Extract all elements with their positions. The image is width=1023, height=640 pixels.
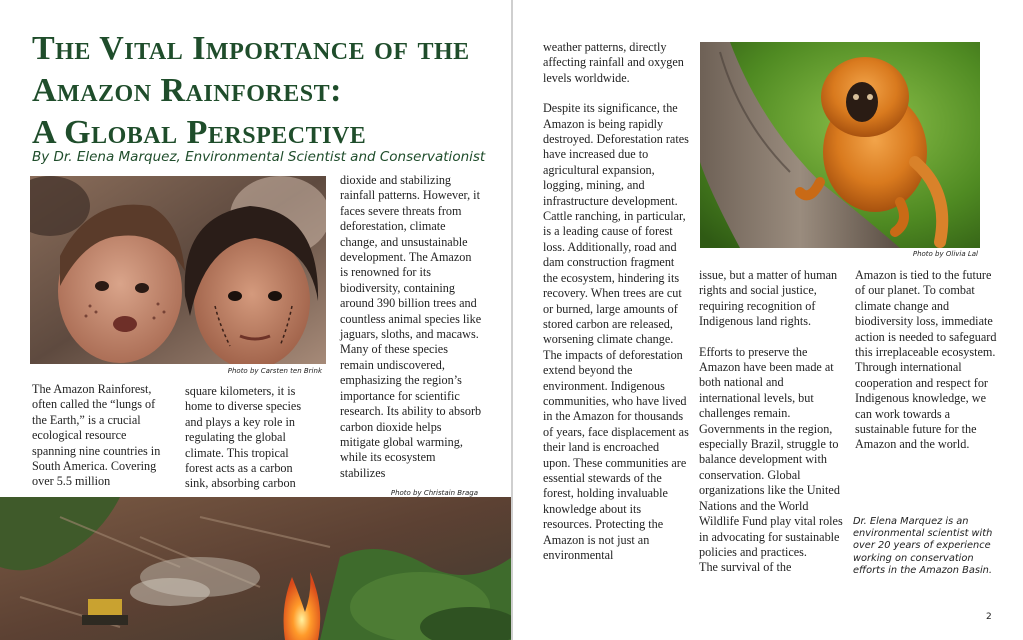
right-column-1-para-3: The impacts of deforestation extend beyond the environment. Indigenous communities, who have lived in the Amazon for thousands of years, face displacement as their land is encroached upon. These communities are essential stewards of the forest, holding invaluable knowledge about its resources. Protecting the Amazon is not just an environmental — [543, 347, 689, 562]
right-column-1-para-2: Despite its significance, the Amazon is being rapidly destroyed. Deforestation rates have increased due to agricultural expansion, logging, mining, and infrastructure development. Cattle ranching, in particular, is a leading cause of forest loss. Additionally, road and dam construction fragment the ecosystem, hindering its recovery. When trees are cut or burned, large amounts of stored carbon are released, worsening climate change. — [543, 101, 689, 347]
article-title — [32, 28, 502, 154]
tamarin-photo-credit: Photo by Olivia Lal — [912, 250, 978, 258]
left-column-2 — [185, 384, 317, 492]
left-column-1 — [32, 382, 168, 490]
right-column-1 — [543, 40, 689, 563]
left-column-2-text: square kilometers, it is home to diverse species and plays a key role in regulating the global climate. This tropical forest acts as a carbon sink, absorbing carbon — [185, 384, 302, 491]
right-column-2-para-3: The survival of the — [699, 560, 792, 575]
title-line-1: The Vital Importance of the — [32, 30, 470, 67]
right-column-1-para-1: weather patterns, directly affecting rainfall and oxygen levels worldwide. — [543, 40, 684, 85]
right-column-2-para-2: Efforts to preserve the Amazon have been made at both national and international levels, but challenges remain. Governments in the region, especially Brazil, struggle to balance development with conservation. Global organizations like the United Nations and the World Wildlife Fund play vital roles in advocating for sustainable policies and practices. — [699, 344, 843, 559]
title-line-2: Amazon Rainforest: — [32, 72, 342, 109]
right-column-2 — [699, 268, 845, 576]
page-number: 2 — [986, 612, 992, 622]
left-column-1-text: The Amazon Rainforest, often called the “lungs of the Earth,” is a crucial ecological resource spanning nine countries in South America. Covering over 5.5 million — [32, 382, 161, 489]
right-column-3 — [855, 268, 1003, 453]
left-column-3 — [340, 173, 482, 481]
title-line-3: A Global Perspective — [32, 114, 367, 151]
right-column-3-text: Amazon is tied to the future of our planet. To combat climate change and biodiversity loss, immediate action is needed to safeguard this irreplaceable ecosystem. Through international cooperation and respect for Indigenous knowledge, we can work towards a sustainable future for the Amazon and the world. — [855, 268, 997, 452]
article-byline: By Dr. Elena Marquez, Environmental Scientist and Conservationist — [32, 149, 486, 165]
left-column-3-text: dioxide and stabilizing rainfall patterns. However, it faces severe threats from deforestation, climate change, and unsustainable development. The Amazon is renowned for its biodiversity, containing around 390 billion trees and countless animal species like jaguars, sloths, and macaws. Many of these species remain undiscovered, emphasizing the region’s importance for scientific research. Its ability to absorb carbon dioxide helps mitigate global warming, while its ecosystem stabilizes — [340, 173, 482, 480]
tamarin-photo — [700, 42, 980, 248]
children-photo-credit: Photo by Carsten ten Brink — [227, 367, 322, 375]
right-column-2-para-1: issue, but a matter of human rights and social justice, requiring recognition of Indigenous land rights. — [699, 268, 838, 329]
deforestation-photo-credit: Photo by Christain Braga — [390, 489, 478, 497]
children-photo — [30, 176, 326, 364]
author-bio: Dr. Elena Marquez is an environmental scientist with over 20 years of experience working on conservation efforts in the Amazon Basin. — [853, 516, 993, 576]
deforestation-photo — [0, 497, 512, 640]
